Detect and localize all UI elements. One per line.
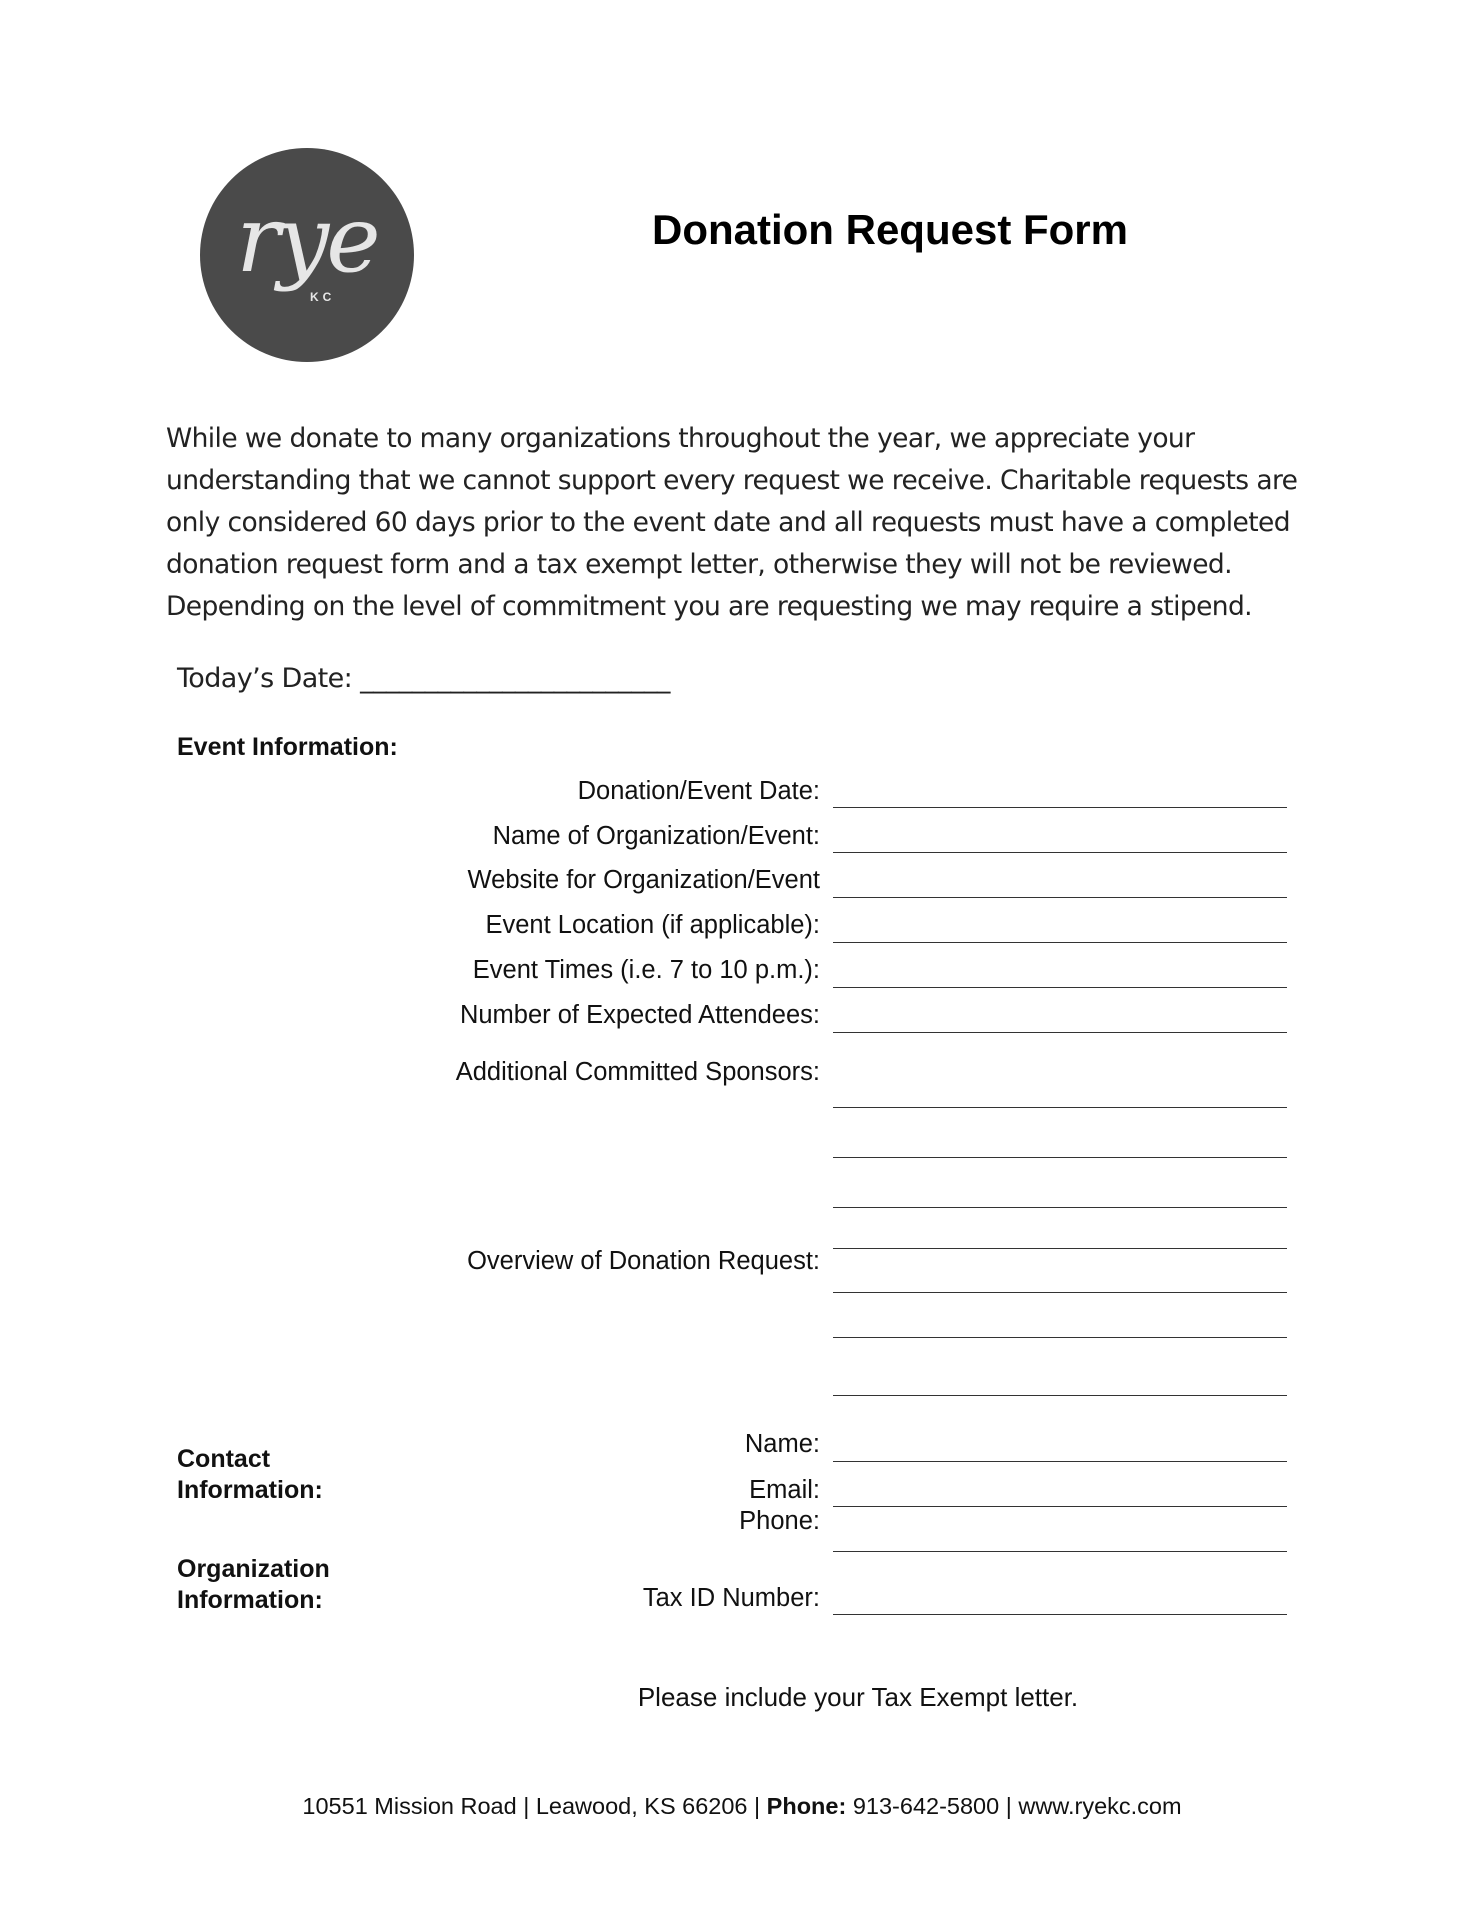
org-name-line[interactable] <box>833 852 1287 853</box>
org-name-label: Name of Organization/Event: <box>492 822 820 850</box>
location-label: Event Location (if applicable): <box>485 911 820 939</box>
page-title: Donation Request Form <box>651 206 1128 253</box>
attendees-label: Number of Expected Attendees: <box>459 1001 820 1029</box>
footer <box>0 1793 1484 1820</box>
website-label: Website for Organization/Event <box>467 866 820 894</box>
sponsors-line-2[interactable] <box>833 1157 1287 1158</box>
intro-paragraph: While we donate to many organizations throughout the year, we appreciate your understanding that we cannot support every request we receive. Charitable requests are only considered 60 days prior to the event date and all requests must have a completed donation request form and a tax exempt letter, otherwise they will not be reviewed. Depending on the level of commitment you are requesting we may require a stipend. <box>166 423 1298 622</box>
email-line[interactable] <box>833 1506 1287 1507</box>
todays-date-field[interactable]: Today’s Date: ________________________ <box>177 663 670 694</box>
name-label: Name: <box>744 1430 820 1458</box>
overview-line-4[interactable] <box>833 1395 1287 1396</box>
tax-id-line[interactable] <box>833 1614 1287 1615</box>
organization-information-heading: Organization Information: <box>177 1555 330 1614</box>
overview-line-1[interactable] <box>833 1248 1287 1249</box>
tax-id-label: Tax ID Number: <box>642 1584 820 1612</box>
rye-logo <box>200 148 414 362</box>
sponsors-label: Additional Committed Sponsors: <box>455 1058 820 1086</box>
phone-label: Phone: <box>739 1507 820 1535</box>
name-line[interactable] <box>833 1461 1287 1462</box>
location-line[interactable] <box>833 942 1287 943</box>
footer-address: 10551 Mission Road | Leawood, KS 66206 | <box>302 1793 767 1819</box>
event-times-line[interactable] <box>833 987 1287 988</box>
phone-line[interactable] <box>833 1551 1287 1552</box>
overview-line-2[interactable] <box>833 1292 1287 1293</box>
attendees-line[interactable] <box>833 1032 1287 1033</box>
website-line[interactable] <box>833 897 1287 898</box>
tax-exempt-note: Please include your Tax Exempt letter. <box>637 1682 1079 1712</box>
footer-phone-label: Phone: <box>766 1793 847 1819</box>
sponsors-line-1[interactable] <box>833 1107 1287 1108</box>
sponsors-line-3[interactable] <box>833 1207 1287 1208</box>
email-label: Email: <box>749 1476 820 1504</box>
event-information-heading: Event Information: <box>177 733 398 761</box>
logo-wordmark: rye <box>236 186 378 293</box>
event-times-label: Event Times (i.e. 7 to 10 p.m.): <box>472 956 820 984</box>
contact-information-heading: Contact Information: <box>177 1445 323 1504</box>
overview-label: Overview of Donation Request: <box>467 1247 820 1275</box>
logo-subtext: KC <box>310 290 336 304</box>
overview-line-3[interactable] <box>833 1337 1287 1338</box>
footer-contact: 913-642-5800 | www.ryekc.com <box>846 1793 1182 1819</box>
event-date-line[interactable] <box>833 807 1287 808</box>
event-date-label: Donation/Event Date: <box>577 777 820 805</box>
